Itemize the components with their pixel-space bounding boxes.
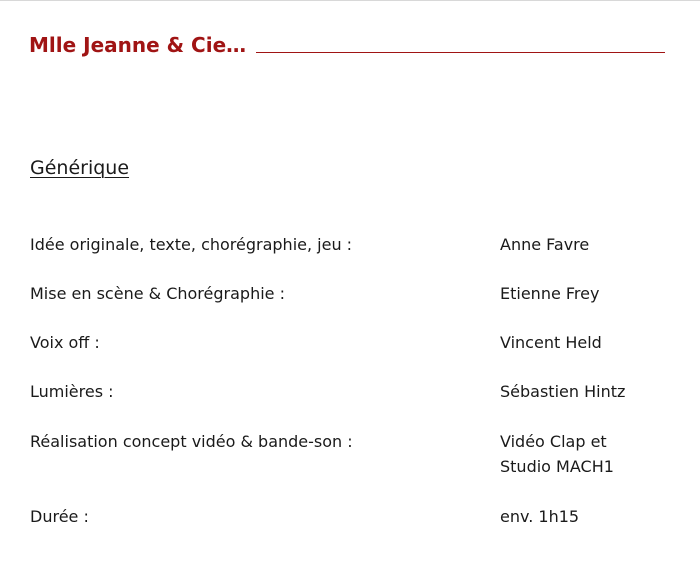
company-title: Mlle Jeanne & Cie… <box>29 33 247 57</box>
credit-value-line: Studio MACH1 <box>500 457 614 476</box>
credit-value-line: Anne Favre <box>500 235 590 254</box>
credit-value-line: Vincent Held <box>500 333 602 352</box>
section-title-generique: Générique <box>30 157 130 179</box>
credit-label: Réalisation concept vidéo & bande-son : <box>30 432 353 451</box>
credit-value <box>500 429 614 479</box>
credit-value <box>500 330 602 355</box>
credit-value-line: env. 1h15 <box>500 507 580 526</box>
credit-label: Lumières : <box>30 382 114 401</box>
credit-value <box>500 379 625 404</box>
credit-value-line: Sébastien Hintz <box>500 382 626 401</box>
credit-value-line: Vidéo Clap et <box>500 432 607 451</box>
credit-value-line: Etienne Frey <box>500 284 600 303</box>
document-header <box>29 33 665 57</box>
credit-value <box>500 504 579 529</box>
credit-value <box>500 281 599 306</box>
credit-label: Durée : <box>30 507 89 526</box>
credit-label: Voix off : <box>30 333 100 352</box>
page-top-border <box>0 0 700 1</box>
header-underline-rule <box>256 52 665 53</box>
credit-value <box>500 232 589 257</box>
credit-label: Idée originale, texte, chorégraphie, jeu : <box>30 235 353 254</box>
credit-label: Mise en scène & Chorégraphie : <box>30 284 285 303</box>
